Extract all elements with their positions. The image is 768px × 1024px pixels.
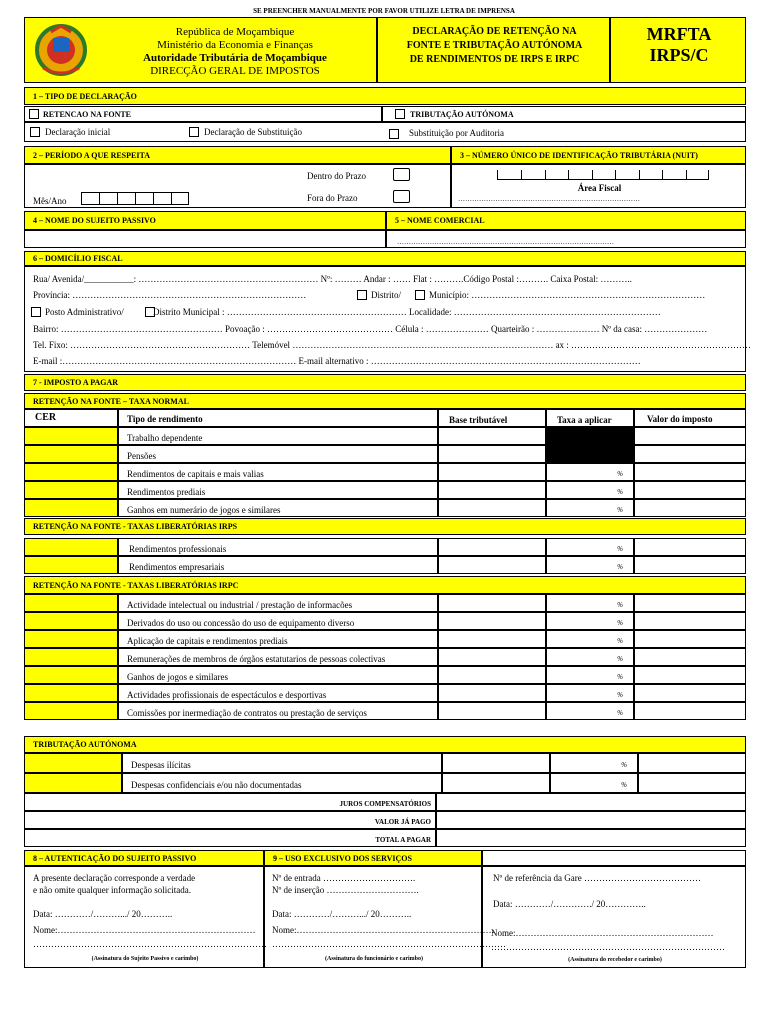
section-8-header: 8 – AUTENTICAÇÃO DO SUJEITO PASSIVO <box>24 850 264 866</box>
tipo-cell <box>118 666 438 684</box>
area-fiscal-field[interactable]: …………………………………………………………………… <box>458 195 640 203</box>
taxa-input[interactable] <box>546 427 634 445</box>
gare-name[interactable]: Nome:………………………………………………………… <box>491 928 714 938</box>
taxa-input[interactable] <box>546 666 634 684</box>
base-input[interactable] <box>438 556 546 574</box>
nuit-box <box>451 164 746 208</box>
insercao-field[interactable]: Nº de inserção …………………………. <box>272 885 419 895</box>
taxa-input[interactable] <box>546 630 634 648</box>
base-input[interactable] <box>438 499 546 517</box>
col-base <box>438 409 546 427</box>
rendimento-label: Despesas ilícitas <box>131 760 191 770</box>
percent-label: % <box>621 761 627 769</box>
cer-input[interactable] <box>24 648 118 666</box>
tipo-cell <box>118 684 438 702</box>
autonoma-header: TRIBUTAÇÃO AUTÓNOMA <box>24 736 746 753</box>
fora-prazo-label: Fora do Prazo <box>307 193 358 203</box>
cer-input[interactable] <box>24 556 118 574</box>
section-9-header: 9 – USO EXCLUSIVO DOS SERVIÇOS <box>264 850 482 866</box>
tipo-cell <box>118 499 438 517</box>
entrada-field[interactable]: Nº de entrada …………………………. <box>272 873 416 883</box>
municipio-checkbox[interactable] <box>415 290 425 300</box>
taxa-input[interactable] <box>546 481 634 499</box>
cer-input[interactable] <box>24 666 118 684</box>
base-input[interactable] <box>438 445 546 463</box>
section-7-header: 7 - IMPOSTO A PAGAR <box>24 374 746 391</box>
col-taxa <box>546 409 634 427</box>
auth-name[interactable]: Nome:………………………………………………………… <box>33 925 256 935</box>
cer-input[interactable] <box>24 427 118 445</box>
total-input[interactable] <box>436 829 746 847</box>
tipo-cell <box>118 556 438 574</box>
cer-input[interactable] <box>24 612 118 630</box>
bairro-line[interactable]: Bairro: ……………………………………………… Povoação : …………………………………… Célula : ………………… Quarteirão : ………………… Nº da casa: ………………… <box>33 324 708 334</box>
valor-input[interactable] <box>638 753 746 773</box>
nome-comercial-input[interactable] <box>386 230 746 248</box>
distrito-checkbox[interactable] <box>357 290 367 300</box>
retencao-checkbox[interactable] <box>29 109 39 119</box>
cer-input[interactable] <box>24 463 118 481</box>
cer-input[interactable] <box>24 773 122 793</box>
nome-sujeito-input[interactable] <box>24 230 386 248</box>
taxa-input[interactable] <box>546 612 634 630</box>
taxa-input[interactable] <box>546 538 634 556</box>
org-line-3: Autoridade Tributária de Moçambique <box>143 52 327 64</box>
title-line-3: DE RENDIMENTOS DE IRPS E IRPC <box>409 54 580 65</box>
tipo-cell <box>122 753 442 773</box>
taxa-input[interactable] <box>546 684 634 702</box>
org-line-2: Ministério da Economia e Finanças <box>157 39 313 51</box>
declaracao-type-row <box>24 122 746 142</box>
taxa-input[interactable] <box>550 753 638 773</box>
taxa-input[interactable] <box>546 463 634 481</box>
tipo-cell <box>118 538 438 556</box>
base-input[interactable] <box>438 481 546 499</box>
valor-input[interactable] <box>634 702 746 720</box>
base-input[interactable] <box>438 538 546 556</box>
header-org-box <box>24 17 377 83</box>
auditoria-checkbox[interactable] <box>389 129 399 139</box>
auth-date[interactable]: Data: …………/……….../ 20……….. <box>33 909 173 919</box>
rendimento-label: Ganhos de jogos e similares <box>127 672 228 682</box>
auditoria-label: Substituição por Auditoria <box>409 128 504 138</box>
section-2-header: 2 – PERÍODO A QUE RESPEITA <box>24 146 451 164</box>
tipo-cell <box>118 463 438 481</box>
cer-input[interactable] <box>24 594 118 612</box>
rendimento-label: Trabalho dependente <box>127 433 203 443</box>
code-line-1: MRFTA <box>646 24 712 44</box>
services-dots[interactable]: …………………………………………………………………… <box>272 939 506 949</box>
posto-label: Posto Administrativo/ <box>45 307 124 317</box>
tipo-cell <box>118 630 438 648</box>
cer-input[interactable] <box>24 499 118 517</box>
retencao-row <box>24 106 382 122</box>
services-name[interactable]: Nome:………………………………………………………… <box>272 925 495 935</box>
cer-input[interactable] <box>24 630 118 648</box>
rendimento-label: Derivados do uso ou concessão do uso de equipamento diverso <box>127 618 355 628</box>
valor-input[interactable] <box>638 773 746 793</box>
taxa-input[interactable] <box>546 445 634 463</box>
section-4-header: 4 – NOME DO SUJEITO PASSIVO <box>24 211 386 230</box>
base-input[interactable] <box>438 684 546 702</box>
gare-box <box>482 866 746 968</box>
percent-label: % <box>617 563 623 571</box>
rendimento-label: Comissões por inermediação de contratos ou prestação de serviços <box>127 708 367 718</box>
auth-box <box>24 866 267 968</box>
gare-date[interactable]: Data: …………/…………./ 20………….. <box>493 899 646 909</box>
tipo-cell <box>118 648 438 666</box>
col-taxa-label: Taxa a aplicar <box>557 415 612 425</box>
auth-text-2: e não omite qualquer informação solicitada. <box>33 885 191 895</box>
base-input[interactable] <box>438 612 546 630</box>
municipio-line[interactable]: Município: …………………………………………………………………… <box>429 290 706 300</box>
rendimento-label: Pensões <box>127 451 156 461</box>
percent-label: % <box>621 781 627 789</box>
valor-input[interactable] <box>634 648 746 666</box>
fora-prazo-checkbox[interactable] <box>393 190 410 203</box>
services-signature-caption: (Assinatura do funcionário e carimbo) <box>325 956 423 962</box>
base-input[interactable] <box>442 773 550 793</box>
rendimento-label: Actividades profissionais de espectáculos e desportivas <box>127 690 327 700</box>
nome-comercial-dots: ………………………………………………………………………………… <box>397 238 614 246</box>
header-code-box <box>610 17 746 83</box>
pago-label: VALOR JÁ PAGO <box>374 818 431 826</box>
base-input[interactable] <box>438 427 546 445</box>
col-valor-label: Valor do imposto <box>647 414 713 424</box>
taxa-input[interactable] <box>546 594 634 612</box>
total-label: TOTAL A PAGAR <box>375 836 431 844</box>
percent-label: % <box>617 506 623 514</box>
percent-label: % <box>617 601 623 609</box>
percent-label: % <box>617 545 623 553</box>
tipo-cell <box>118 481 438 499</box>
base-input[interactable] <box>438 463 546 481</box>
irpc-header: RETENÇÃO NA FONTE - TAXAS LIBERATÓRIAS IRPC <box>24 576 746 594</box>
nuit-input[interactable] <box>497 170 709 180</box>
section-3-header: 3 – NÚMERO ÚNICO DE IDENTIFICAÇÃO TRIBUTÁRIA (NUIT) <box>451 146 746 164</box>
rua-line[interactable]: Rua/ Avenida/___________: …………………………………………………… Nº: ……… Andar : …… Flat : ……….Código Postal :………. Caixa Postal: ……….. <box>33 274 632 284</box>
periodo-box <box>24 164 451 208</box>
distrito-label: Distrito/ <box>371 290 402 300</box>
header-title-box <box>377 17 610 83</box>
taxa-input[interactable] <box>546 556 634 574</box>
pago-input[interactable] <box>436 811 746 829</box>
tipo-cell <box>122 773 442 793</box>
rendimento-label: Aplicação de capitais e rendimentos prediais <box>127 636 288 646</box>
section-6-header: 6 – DOMICÍLIO FISCAL <box>24 251 746 266</box>
cer-input[interactable] <box>24 538 118 556</box>
col-tipo <box>118 409 438 427</box>
retencao-label: RETENCAO NA FONTE <box>43 110 132 119</box>
valor-input[interactable] <box>634 666 746 684</box>
title-line-1: DECLARAÇÃO DE RETENÇÃO NA <box>412 26 577 37</box>
tipo-cell <box>118 445 438 463</box>
rendimento-label: Actividade intelectual ou industrial / prestação de informacões <box>127 600 353 610</box>
tributacao-label: TRIBUTAÇÃO AUTÓNOMA <box>410 110 514 119</box>
valor-input[interactable] <box>634 463 746 481</box>
total-label-cell <box>24 829 436 847</box>
rendimento-label: Ganhos em numerário de jogos e similares <box>127 505 281 515</box>
cer-input[interactable] <box>24 481 118 499</box>
cer-input[interactable] <box>24 684 118 702</box>
domicilio-box <box>24 266 752 372</box>
tributacao-row <box>382 106 746 122</box>
distrito-municipal-line[interactable]: Distrito Municipal : …………………………………………………… Localidade: …………………………………………………………… <box>153 307 661 317</box>
juros-label: JUROS COMPENSATÓRIOS <box>339 800 431 808</box>
services-date[interactable]: Data: …………/……….../ 20……….. <box>272 909 412 919</box>
email-line[interactable]: E-mail :…………………………………………………………………… E-mail alternativo : ……………………………………………………………………………… <box>33 356 641 366</box>
percent-label: % <box>617 637 623 645</box>
juros-label-cell <box>24 793 436 811</box>
tipo-cell <box>118 594 438 612</box>
dentro-prazo-checkbox[interactable] <box>393 168 410 181</box>
posto-checkbox[interactable] <box>31 307 41 317</box>
col-tipo-label: Tipo de rendimento <box>127 414 203 424</box>
valor-input[interactable] <box>634 427 746 445</box>
title-line-2: FONTE E TRIBUTAÇÃO AUTÓNOMA <box>406 40 583 51</box>
cer-input[interactable] <box>24 702 118 720</box>
percent-label: % <box>617 691 623 699</box>
org-line-1: República de Moçambique <box>175 26 295 38</box>
telefone-line[interactable]: Tel. Fixo: …………………………………………………… Telemóvel …………………………………………………………………………… ax : …………………………………………………… <box>33 340 752 350</box>
auth-signature-caption: (Assinatura do Sujeito Passivo e carimbo) <box>91 956 199 962</box>
percent-label: % <box>617 655 623 663</box>
mes-ano-input[interactable] <box>81 192 189 205</box>
org-line-4: DIRECÇÃO GERAL DE IMPOSTOS <box>150 65 320 77</box>
mes-ano-label: Mês/Ano <box>33 196 67 206</box>
col-valor <box>634 409 746 427</box>
base-input[interactable] <box>438 702 546 720</box>
juros-input[interactable] <box>436 793 746 811</box>
col-base-label: Base tributável <box>449 415 508 425</box>
tipo-cell <box>118 612 438 630</box>
valor-input[interactable] <box>634 481 746 499</box>
cer-input[interactable] <box>24 753 122 773</box>
rendimento-label: Rendimentos empresariais <box>129 562 225 572</box>
valor-input[interactable] <box>634 684 746 702</box>
rendimento-label: Remunerações de membros de órgãos estatutarios de pessoas colectivas <box>127 654 386 664</box>
rendimento-label: Rendimentos de capitais e mais valias <box>127 469 264 479</box>
base-input[interactable] <box>438 594 546 612</box>
section-1-header: 1 – TIPO DE DECLARAÇÃO <box>24 87 746 105</box>
valor-input[interactable] <box>634 499 746 517</box>
base-input[interactable] <box>438 648 546 666</box>
emblem-icon <box>33 24 89 78</box>
col-cer <box>24 409 118 427</box>
tributacao-checkbox[interactable] <box>395 109 405 119</box>
code-line-2: IRPS/C <box>649 45 709 65</box>
taxa-input[interactable] <box>546 648 634 666</box>
gare-dots[interactable]: …………………………………………………………………… <box>491 942 725 952</box>
valor-input[interactable] <box>634 594 746 612</box>
rendimento-label: Rendimentos professionais <box>129 544 227 554</box>
valor-input[interactable] <box>634 612 746 630</box>
valor-input[interactable] <box>634 538 746 556</box>
valor-input[interactable] <box>634 556 746 574</box>
inicial-label: Declaração inicial <box>45 127 111 137</box>
gare-signature-caption: (Assinatura do recebedor e carimbo) <box>568 957 662 963</box>
auth-text-1: A presente declaração corresponde a verdade <box>33 873 196 883</box>
irps-header: RETENÇÃO NA FONTE - TAXAS LIBERATÓRIAS IRPS <box>24 518 746 535</box>
valor-input[interactable] <box>634 445 746 463</box>
rendimento-label: Rendimentos prediais <box>127 487 206 497</box>
base-input[interactable] <box>442 753 550 773</box>
inicial-checkbox[interactable] <box>30 127 40 137</box>
cer-input[interactable] <box>24 445 118 463</box>
percent-label: % <box>617 709 623 717</box>
auth-dots[interactable]: …………………………………………………………………… <box>33 939 267 949</box>
percent-label: % <box>617 470 623 478</box>
substituicao-label: Declaração de Substituição <box>204 127 302 137</box>
taxa-input[interactable] <box>550 773 638 793</box>
normal-header: RETENÇÃO NA FONTE – TAXA NORMAL <box>24 393 746 409</box>
area-fiscal-label: Área Fiscal <box>577 183 622 193</box>
base-input[interactable] <box>438 630 546 648</box>
section-5-header: 5 – NOME COMERCIAL <box>386 211 746 230</box>
percent-label: % <box>617 488 623 496</box>
taxa-input[interactable] <box>546 499 634 517</box>
tipo-cell <box>118 427 438 445</box>
valor-input[interactable] <box>634 630 746 648</box>
percent-label: % <box>617 619 623 627</box>
col-cer-label: CER <box>35 412 57 423</box>
tipo-cell <box>118 702 438 720</box>
section-9-header-blank <box>482 850 746 866</box>
dentro-prazo-label: Dentro do Prazo <box>307 171 366 181</box>
substituicao-checkbox[interactable] <box>189 127 199 137</box>
pago-label-cell <box>24 811 436 829</box>
rendimento-label: Despesas confidenciais e/ou não documentadas <box>131 780 302 790</box>
percent-label: % <box>617 673 623 681</box>
taxa-input[interactable] <box>546 702 634 720</box>
gare-field[interactable]: Nº de referência da Gare ………………………………… <box>493 873 701 883</box>
services-box <box>264 866 506 968</box>
top-notice: SE PREENCHER MANUALMENTE POR FAVOR UTILIZE LETRA DE IMPRENSA <box>253 7 515 15</box>
base-input[interactable] <box>438 666 546 684</box>
provincia-line[interactable]: Província: …………………………………………………………………… <box>33 290 307 300</box>
